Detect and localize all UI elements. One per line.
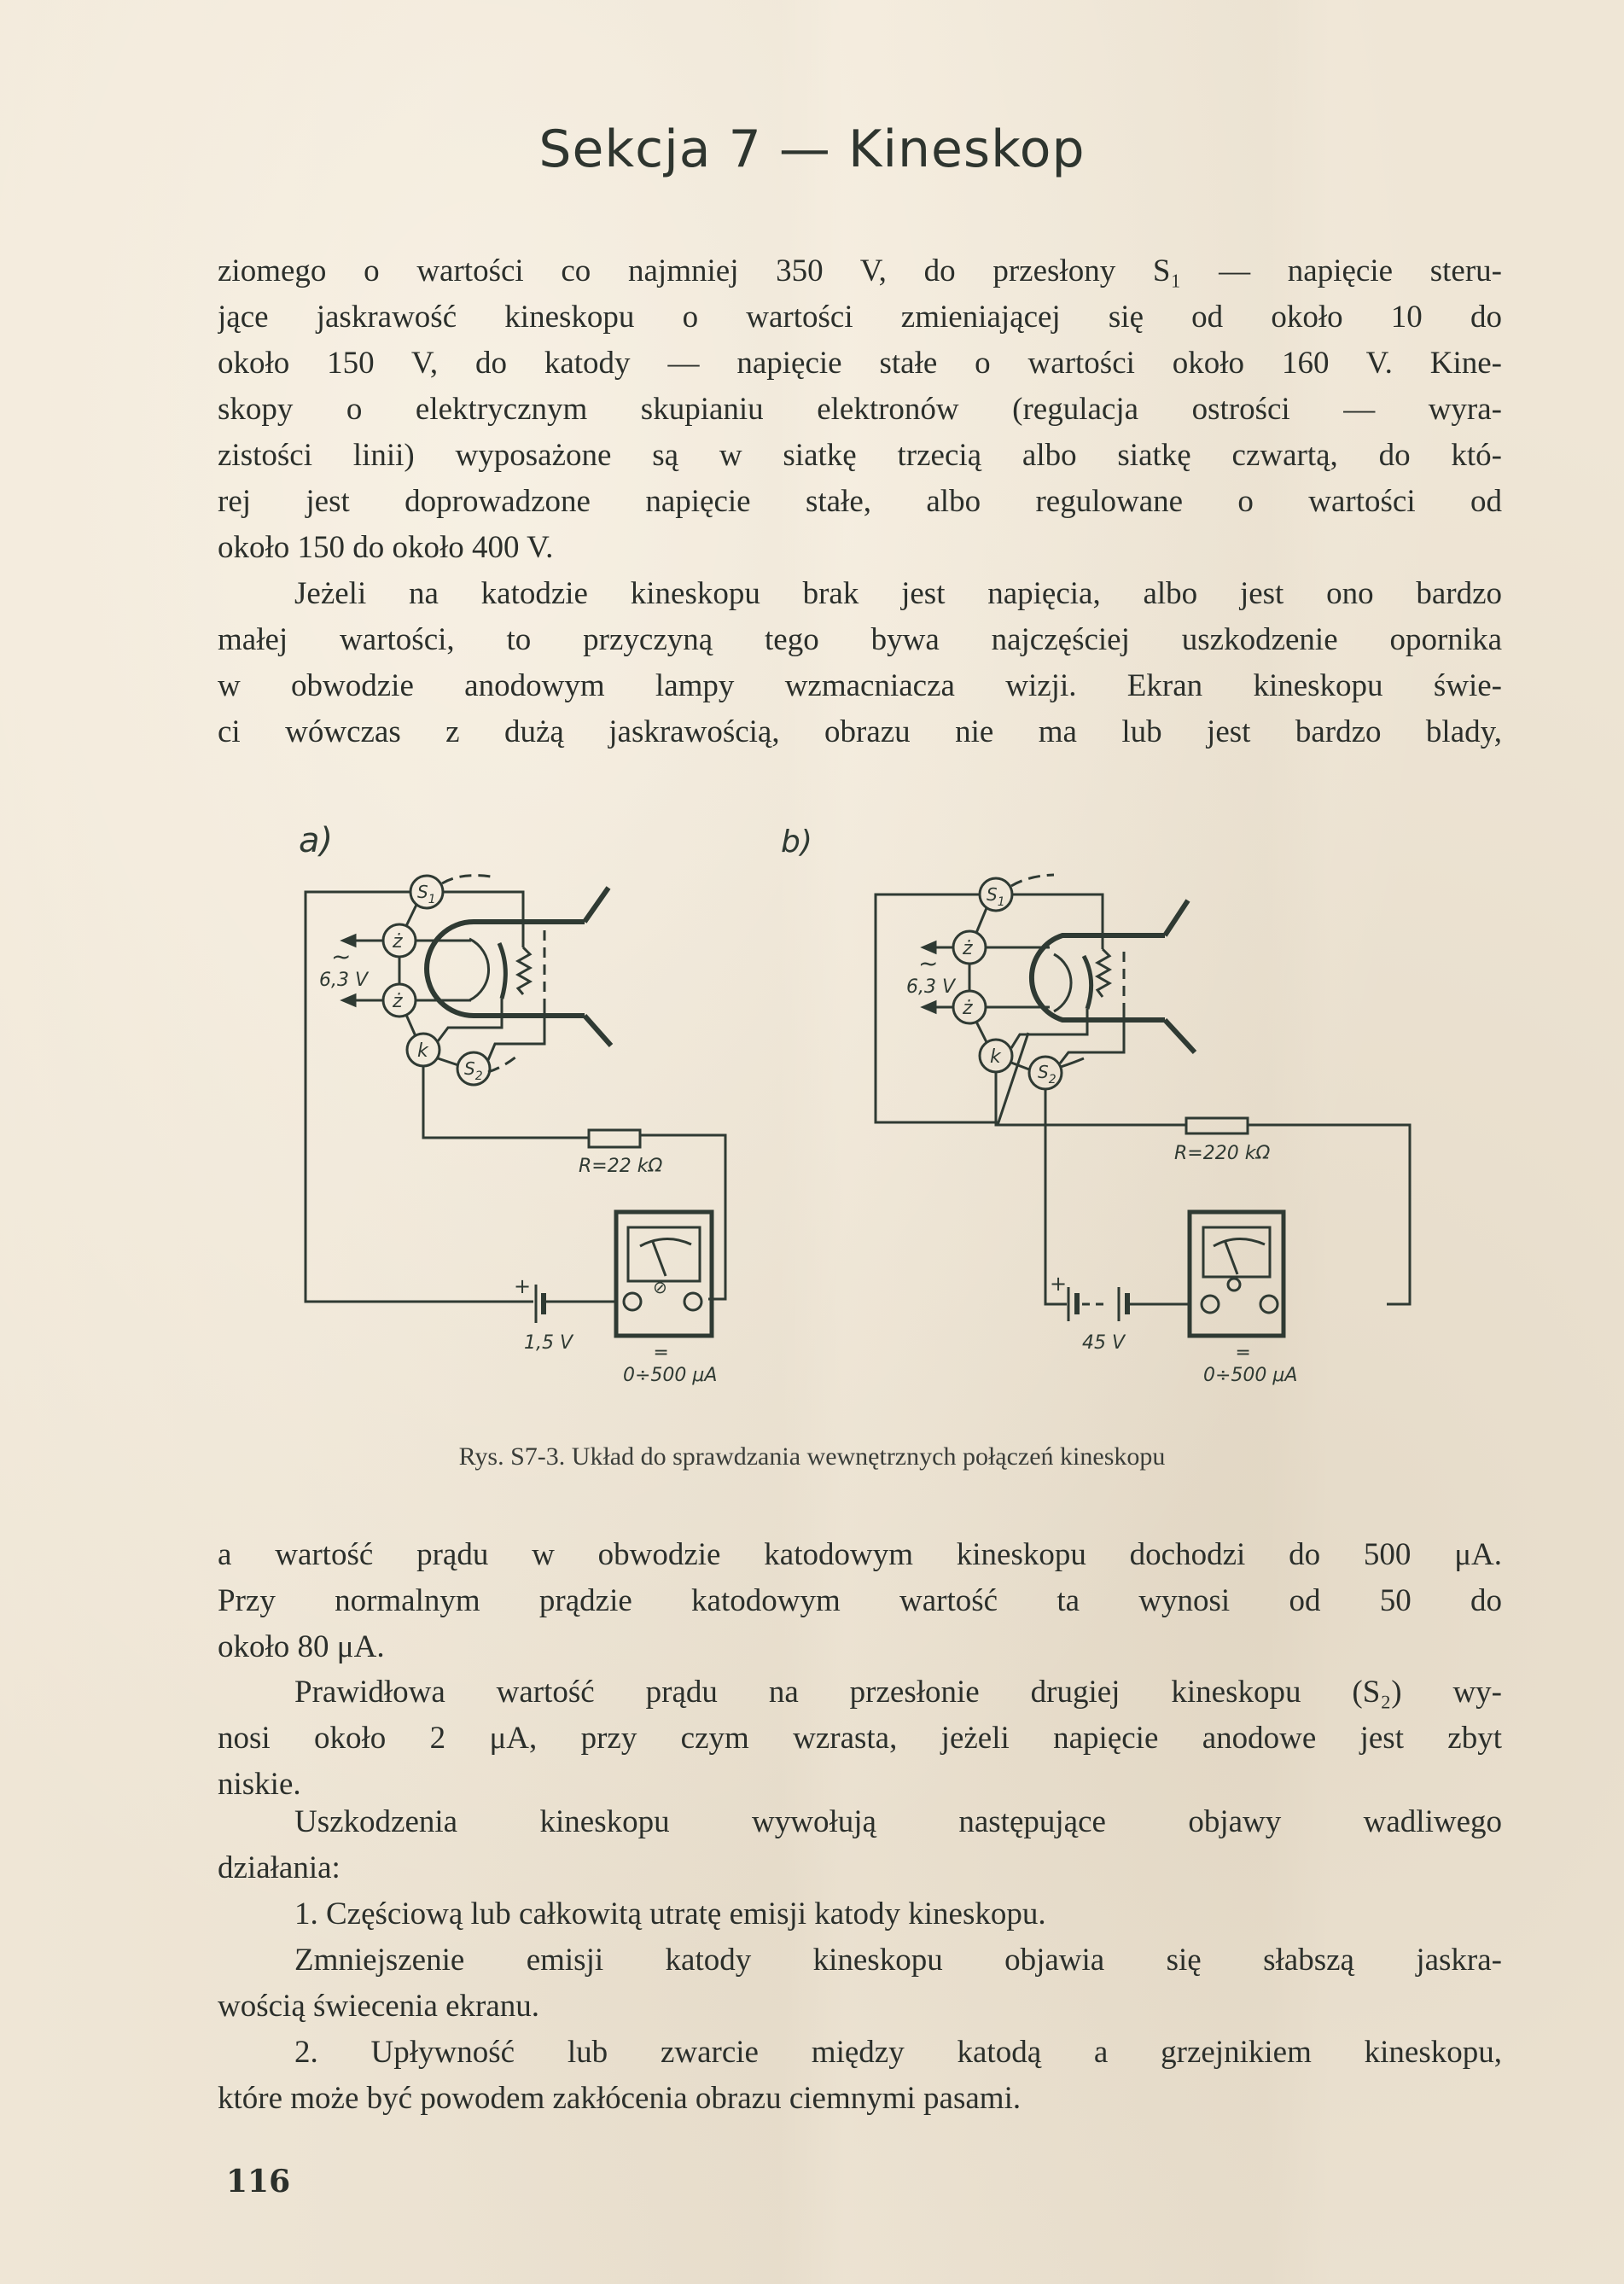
pin-k-label: k — [990, 1046, 1001, 1068]
tube-neck — [1165, 900, 1188, 935]
figure-caption: Rys. S7-3. Układ do sprawdzania wewnętrznych połączeń kineskopu — [458, 1442, 1166, 1471]
tube-neck — [585, 1016, 611, 1046]
figure-circuit-diagrams — [290, 811, 1451, 1425]
meter-needle — [1225, 1240, 1237, 1274]
text-line: Zmniejszenie emisji katody kineskopu objawia się słabszą jaskra- — [294, 1943, 1502, 1978]
heater-voltage-label: 6,3 V — [906, 976, 956, 998]
meter-range-label: 0÷500 μA — [1203, 1365, 1298, 1386]
battery-plus: + — [1050, 1272, 1068, 1296]
text-line: wością świecenia ekranu. — [218, 1989, 540, 2024]
battery-label: 45 V — [1082, 1332, 1126, 1354]
text-line: a wartość prądu w obwodzie katodowym kineskopu dochodzi do 500 μA. — [218, 1537, 1502, 1572]
meter-range-label: 0÷500 μA — [623, 1365, 718, 1386]
list-item-1 — [218, 1891, 1502, 1937]
paragraph-3 — [218, 1532, 1502, 1670]
paragraph-1 — [218, 248, 1502, 571]
cathode-icon — [469, 939, 489, 1000]
text-line: Jeżeli na katodzie kineskopu brak jest napięcia, albo jest ono bardzo — [294, 576, 1502, 611]
text-line: w obwodzie anodowym lampy wzmacniacza wizji. Ekran kineskopu świe- — [218, 668, 1502, 703]
text-line: działania: — [218, 1850, 341, 1885]
meter-dc-symbol: ═ — [1237, 1343, 1249, 1364]
pin-z1-label: ż — [963, 938, 973, 959]
paragraph-7 — [218, 1937, 1502, 2030]
paragraph-4 — [218, 1669, 1502, 1808]
heater-icon — [1097, 949, 1109, 997]
section-header: Sekcja 7 — Kineskop — [538, 119, 1086, 179]
wire — [996, 1072, 1186, 1125]
text-line: około 80 μA. — [218, 1629, 385, 1664]
text-line: niskie. — [218, 1767, 301, 1802]
wire — [423, 1066, 589, 1138]
battery-plus: + — [514, 1274, 532, 1298]
grid-icon — [1084, 956, 1091, 1009]
resistor-label: R=220 kΩ — [1174, 1143, 1271, 1164]
text-line: małej wartości, to przyczyną tego bywa najczęściej uszkodzenie opornika — [218, 622, 1502, 657]
pin-z2-label: ż — [963, 998, 973, 1019]
diagram-b — [876, 875, 1410, 1336]
pin-z2-label: ż — [393, 991, 403, 1012]
diagram-a-label: a) — [299, 821, 334, 860]
page-number: 116 — [226, 2164, 291, 2200]
text-line: ziomego o wartości co najmniej 350 V, do przesłony S₁ — napięcie steru- — [218, 253, 1502, 288]
pin-s1-label: $S_1$ — [987, 884, 1005, 909]
ac-symbol: ~ — [331, 942, 352, 970]
ac-symbol: ~ — [918, 949, 939, 977]
text-line: jące jaskrawość kineskopu o wartości zmieniającej się od około 10 do — [218, 300, 1502, 335]
paragraph-5 — [218, 1799, 1502, 1891]
list-item-2 — [218, 2030, 1502, 2122]
heater-voltage-label: 6,3 V — [319, 970, 369, 991]
battery-label: 1,5 V — [524, 1332, 573, 1354]
paragraph-2 — [218, 571, 1502, 755]
text-line: 1. Częściową lub całkowitą utratę emisji katody kineskopu. — [294, 1897, 1046, 1931]
wire — [1248, 1125, 1410, 1304]
text-line: skopy o elektrycznym skupianiu elektronów (regulacja ostrości — wyra- — [218, 392, 1502, 427]
tube-neck — [585, 888, 608, 922]
grid-icon — [499, 943, 505, 999]
text-line: około 150 V, do katody — napięcie stałe o wartości około 160 V. Kine- — [218, 346, 1502, 381]
cathode-icon — [1054, 954, 1071, 1011]
text-line: 2. Upływność lub zwarcie między katodą a grzejnikiem kineskopu, — [294, 2035, 1502, 2070]
pin-s2-label: $S_2$ — [464, 1058, 483, 1083]
text-line: rej jest doprowadzone napięcie stałe, albo regulowane o wartości od — [218, 484, 1502, 519]
pin-s1-label: $S_1$ — [417, 882, 436, 906]
resistor-icon — [589, 1130, 640, 1147]
text-line: Prawidłowa wartość prądu na przesłonie drugiej kineskopu (S₂) wy- — [294, 1675, 1502, 1710]
pin-s2-label: $S_2$ — [1038, 1062, 1056, 1087]
text-line: zistości linii) wyposażone są w siatkę trzecią albo siatkę czwartą, do któ- — [218, 438, 1502, 473]
text-line: ci wówczas z dużą jaskrawością, obrazu nie ma lub jest bardzo blady, — [218, 714, 1502, 749]
diagram-b-label: b) — [781, 824, 812, 859]
text-line: nosi około 2 μA, przy czym wzrasta, jeżeli napięcie anodowe jest zbyt — [218, 1721, 1502, 1756]
meter-zero-adjust: ⊘ — [653, 1277, 667, 1297]
resistor-icon — [1186, 1118, 1248, 1133]
text-line: Uszkodzenia kineskopu wywołują następujące objawy wadliwego — [294, 1804, 1502, 1839]
meter-dc-symbol: ═ — [655, 1343, 667, 1364]
text-line: około 150 do około 400 V. — [218, 530, 554, 565]
circuit-diagram-svg — [290, 811, 1451, 1425]
pin-k-label: k — [417, 1040, 428, 1062]
meter-needle — [653, 1242, 666, 1276]
text-line: Przy normalnym prądzie katodowym wartość ta wynosi od 50 do — [218, 1583, 1502, 1618]
wire — [1011, 894, 1103, 949]
diagram-a — [306, 876, 725, 1336]
text-line: które może być powodem zakłócenia obrazu ciemnymi pasami. — [218, 2081, 1022, 2116]
heater-icon — [518, 947, 530, 994]
pin-z1-label: ż — [393, 931, 403, 953]
resistor-label: R=22 kΩ — [579, 1156, 663, 1177]
tube-neck — [1165, 1020, 1195, 1052]
